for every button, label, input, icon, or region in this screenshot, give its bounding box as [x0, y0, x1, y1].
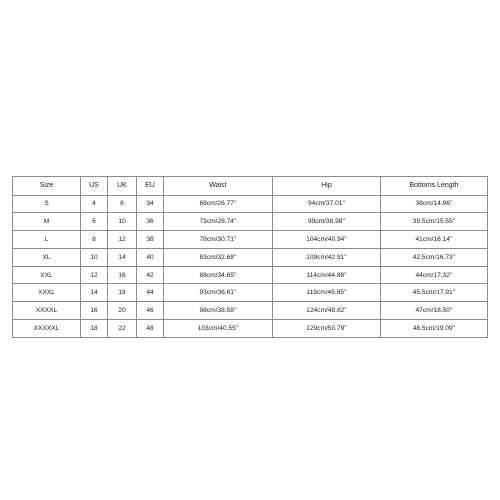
- cell-hip: 129cm/50.79'': [273, 320, 381, 338]
- cell-size: XXXXL: [13, 302, 81, 320]
- cell-bottoms-length: 38cm/14.96'': [381, 195, 488, 213]
- cell-hip: 104cm/40.94'': [273, 231, 381, 249]
- cell-bottoms-length: 42.5cm/16.73'': [381, 248, 488, 266]
- cell-bottoms-length: 45.5cm/17.91'': [381, 284, 488, 302]
- cell-waist: 93cm/36.61'': [164, 284, 273, 302]
- table-row: [13, 284, 488, 302]
- cell-size: L: [13, 231, 81, 249]
- cell-size: M: [13, 213, 81, 231]
- cell-size: XXL: [13, 266, 81, 284]
- cell-us: 12: [81, 266, 108, 284]
- cell-hip: 99cm/38.98'': [273, 213, 381, 231]
- header-us: US: [81, 177, 108, 196]
- cell-uk: 12: [108, 231, 137, 249]
- cell-eu: 38: [137, 231, 164, 249]
- cell-us: 6: [81, 213, 108, 231]
- cell-eu: 48: [137, 320, 164, 338]
- cell-size: XXXL: [13, 284, 81, 302]
- cell-hip: 94cm/37.01'': [273, 195, 381, 213]
- cell-waist: 78cm/30.71'': [164, 231, 273, 249]
- cell-hip: 124cm/48.82'': [273, 302, 381, 320]
- cell-us: 10: [81, 248, 108, 266]
- table-row: [13, 231, 488, 249]
- table-header: [13, 177, 488, 196]
- cell-us: 18: [81, 320, 108, 338]
- cell-hip: 119cm/46.85'': [273, 284, 381, 302]
- table-body: [13, 195, 488, 337]
- header-row: [13, 177, 488, 196]
- cell-eu: 44: [137, 284, 164, 302]
- cell-eu: 40: [137, 248, 164, 266]
- cell-size: XL: [13, 248, 81, 266]
- cell-waist: 103cm/40.55'': [164, 320, 273, 338]
- cell-uk: 14: [108, 248, 137, 266]
- cell-waist: 83cm/32.68'': [164, 248, 273, 266]
- table-row: [13, 266, 488, 284]
- cell-hip: 109cm/42.91'': [273, 248, 381, 266]
- cell-uk: 10: [108, 213, 137, 231]
- cell-uk: 18: [108, 284, 137, 302]
- cell-waist: 88cm/34.65'': [164, 266, 273, 284]
- header-waist: Waist: [164, 177, 273, 196]
- table-row: [13, 320, 488, 338]
- cell-hip: 114cm/44.88'': [273, 266, 381, 284]
- header-eu: EU: [137, 177, 164, 196]
- cell-waist: 98cm/38.58'': [164, 302, 273, 320]
- header-hip: Hip: [273, 177, 381, 196]
- table-row: [13, 195, 488, 213]
- header-size: Size: [13, 177, 81, 196]
- cell-bottoms-length: 44cm/17.32'': [381, 266, 488, 284]
- cell-eu: 34: [137, 195, 164, 213]
- table-row: [13, 248, 488, 266]
- cell-bottoms-length: 47cm/18.50'': [381, 302, 488, 320]
- cell-eu: 36: [137, 213, 164, 231]
- table-row: [13, 213, 488, 231]
- table-row: [13, 302, 488, 320]
- cell-us: 14: [81, 284, 108, 302]
- cell-size: S: [13, 195, 81, 213]
- cell-us: 4: [81, 195, 108, 213]
- cell-eu: 42: [137, 266, 164, 284]
- cell-bottoms-length: 41cm/16.14'': [381, 231, 488, 249]
- cell-bottoms-length: 39.5cm/15.55'': [381, 213, 488, 231]
- cell-waist: 68cm/26.77'': [164, 195, 273, 213]
- cell-us: 8: [81, 231, 108, 249]
- cell-uk: 16: [108, 266, 137, 284]
- cell-uk: 22: [108, 320, 137, 338]
- cell-eu: 46: [137, 302, 164, 320]
- cell-uk: 20: [108, 302, 137, 320]
- cell-size: XXXXXL: [13, 320, 81, 338]
- size-chart-table: [12, 176, 488, 338]
- cell-us: 16: [81, 302, 108, 320]
- cell-waist: 73cm/28.74'': [164, 213, 273, 231]
- header-bottoms-length: Bottoms Length: [381, 177, 488, 196]
- cell-bottoms-length: 48.5cm/19.09'': [381, 320, 488, 338]
- header-uk: UK: [108, 177, 137, 196]
- cell-uk: 8: [108, 195, 137, 213]
